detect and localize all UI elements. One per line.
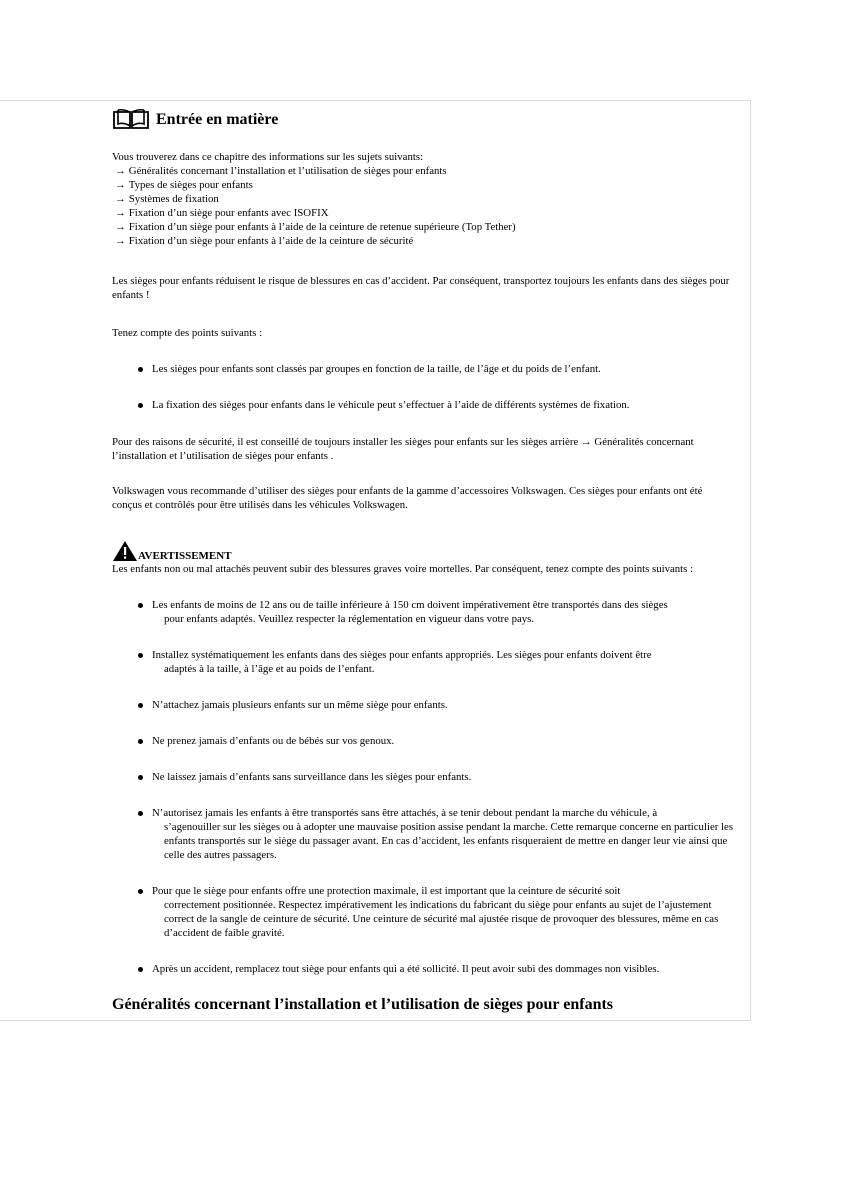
intro-block <box>112 150 734 248</box>
bullet <box>138 653 143 658</box>
section-heading <box>112 102 734 130</box>
paragraph-points-lead: Tenez compte des points suivants : <box>112 327 263 339</box>
points-list <box>112 362 734 412</box>
warning-triangle-icon <box>112 540 138 562</box>
warning-item: Installez systématiquement les enfants dans des sièges pour enfants appropriés. Les sièges pour enfants doivent être adaptés à la taille, à l’âge et au poids de l’enfant. <box>112 648 734 676</box>
arrow-icon: → <box>115 179 126 191</box>
warning-item: N’attachez jamais plusieurs enfants sur un même siège pour enfants. <box>112 698 734 712</box>
bullet <box>138 775 143 780</box>
warning-item: N’autorisez jamais les enfants à être transportés sans être attachés, à se tenir debout pendant la marche du véhicule, à s’agenouiller sur les sièges ou à adopter une mauvaise position assise pendant la marche. Cette remarque concerne en particulier les enfants transportés sur le siège du passager avant. En cas d’accident, les enfants risqueraient de mettre en danger leur vie ainsi que celle des autres passagers. <box>112 806 734 862</box>
arrow-icon: → <box>115 235 126 247</box>
warnings-list <box>112 598 734 976</box>
topic-link[interactable]: → Fixation d’un siège pour enfants à l’aide de la ceinture de retenue supérieure (Top Tether) <box>115 221 516 233</box>
document-content <box>112 102 734 1015</box>
next-section-title: Généralités concernant l’installation et l’utilisation de sièges pour enfants <box>112 996 614 1013</box>
bullet <box>138 889 143 894</box>
bullet <box>138 403 143 408</box>
warning-lead: Les enfants non ou mal attachés peuvent subir des blessures graves voire mortelles. Par conséquent, tenez compte des points suivants : <box>112 563 694 575</box>
paragraph-volkswagen: Volkswagen vous recommande d’utiliser des sièges pour enfants de la gamme d’accessoires Volkswagen. Ces sièges pour enfants ont été conçus et contrôlés pour être utilisés dans les véhicules Volkswagen. <box>112 485 703 511</box>
topic-link[interactable]: → Fixation d’un siège pour enfants avec ISOFIX <box>115 207 329 219</box>
warning-item: Les enfants de moins de 12 ans ou de taille inférieure à 150 cm doivent impérativement être transportés dans des sièges pour enfants adaptés. Veuillez respecter la réglementation en vigueur dans votre pays. <box>112 598 734 626</box>
bullet <box>138 967 143 972</box>
arrow-icon: → <box>115 221 126 233</box>
list-item: La fixation des sièges pour enfants dans le véhicule peut s’effectuer à l’aide de différents systèmes de fixation. <box>112 398 734 412</box>
warning-item: Pour que le siège pour enfants offre une protection maximale, il est important que la ceinture de sécurité soit correctement positionnée. Respectez impérativement les indications du fabricant du siège pour enfants au sujet de l’ajustement correct de la sangle de ceinture de sécurité. Une ceinture de sécurité mal ajustée risque de provoquer des blessures, même en cas d’accident de faible gravité. <box>112 884 734 940</box>
paragraph-rear-seats: Pour des raisons de sécurité, il est conseillé de toujours installer les sièges pour enfants sur les sièges arrière → Généralités concernant l’installation et l’utilisation de sièges pour enfants . <box>112 436 694 462</box>
bullet <box>138 703 143 708</box>
topic-link[interactable]: → Fixation d’un siège pour enfants à l’aide de la ceinture de sécurité <box>115 235 414 247</box>
arrow-icon: → <box>115 165 126 177</box>
warning-title: AVERTISSEMENT <box>138 550 232 562</box>
topic-link[interactable]: → Généralités concernant l’installation et l’utilisation de sièges pour enfants <box>115 165 447 177</box>
warning-item: Ne laissez jamais d’enfants sans surveillance dans les sièges pour enfants. <box>112 770 734 784</box>
paragraph-risk: Les sièges pour enfants réduisent le risque de blessures en cas d’accident. Par conséquent, transportez toujours les enfants dans des sièges pour enfants ! <box>112 275 730 301</box>
arrow-icon: → <box>115 193 126 205</box>
bullet <box>138 603 143 608</box>
bullet <box>138 739 143 744</box>
warning-item: Après un accident, remplacez tout siège pour enfants qui a été sollicité. Il peut avoir subi des dommages non visibles. <box>112 962 734 976</box>
warning-heading <box>112 540 734 562</box>
topic-link[interactable]: → Types de sièges pour enfants <box>115 179 253 191</box>
intro-lead: Vous trouverez dans ce chapitre des informations sur les sujets suivants: <box>112 151 424 163</box>
topic-link[interactable]: → Systèmes de fixation <box>115 193 219 205</box>
warning-item: Ne prenez jamais d’enfants ou de bébés sur vos genoux. <box>112 734 734 748</box>
arrow-icon: → <box>115 207 126 219</box>
list-item: Les sièges pour enfants sont classés par groupes en fonction de la taille, de l’âge et du poids de l’enfant. <box>112 362 734 376</box>
open-book-icon <box>112 108 150 130</box>
section-title: Entrée en matière <box>156 111 279 128</box>
bullet <box>138 367 143 372</box>
bullet <box>138 811 143 816</box>
